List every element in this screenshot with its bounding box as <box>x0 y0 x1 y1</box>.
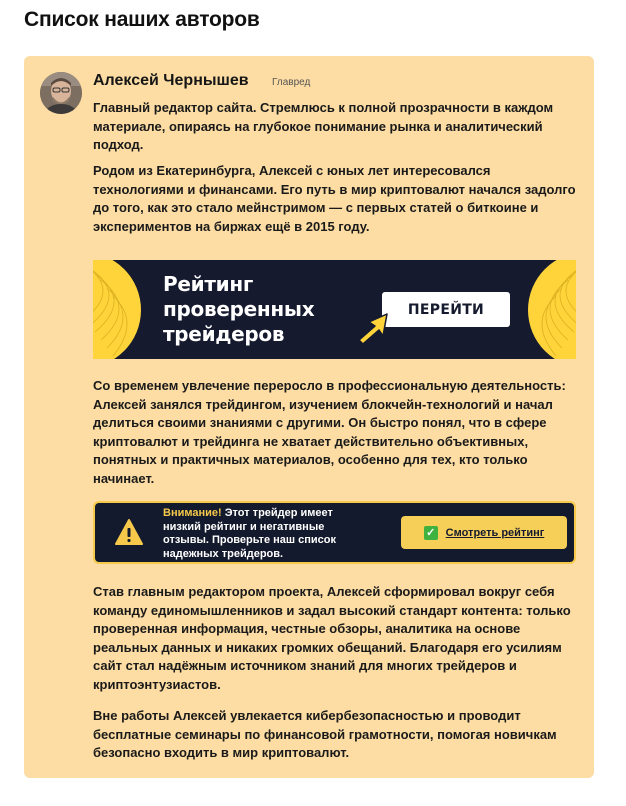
avatar-photo-icon <box>40 72 82 114</box>
bio-paragraph-5: Вне работы Алексей увлекается кибербезопасностью и проводит бесплатные семинары по финансовой грамотности, помогая новичкам безопасно входить в мир криптовалют. <box>93 708 557 760</box>
author-name: Алексей Чернышев <box>93 72 249 89</box>
author-role: Главред <box>272 77 311 88</box>
view-rating-label: Смотреть рейтинг <box>445 526 545 539</box>
check-mark-icon: ✓ <box>424 526 438 540</box>
author-card <box>24 56 594 778</box>
warning-triangle-icon <box>114 518 144 546</box>
bio-paragraph-2: Родом из Екатеринбурга, Алексей с юных лет интересовался технологиями и финансами. Его путь в мир криптовалют начался задолго до того, как это стало мейнстримом — с первых статей о биткоине и экспериментов на биржах ещё в 2015 году. <box>93 163 576 234</box>
banner-title: Рейтинг проверенных трейдеров <box>163 272 315 346</box>
bio-paragraph-4: Став главным редактором проекта, Алексей сформировал вокруг себя команду единомышленников и задал высокий стандарт контента: только проверенная информация, честные обзоры, аналитика на основе реальных данных и никаких громких обещаний. Благодаря его усилиям сайт стал надёжным источником знаний для многих трейдеров и криптоэнтузиастов. <box>93 584 571 692</box>
bio-paragraph-1: Главный редактор сайта. Стремлюсь к полной прозрачности в каждом материале, опираясь на глубокое понимание рынка и аналитический подход. <box>93 100 554 152</box>
bio-paragraph-3: Со временем увлечение переросло в профессиональную деятельность: Алексей занялся трейдингом, изучением блокчейн-технологий и начал делиться своими знаниями с другими. Он быстро понял, что в сфере криптовалют и трейдинга не хватает действительно объективных, понятных и практичных материалов, особенно для тех, кто только начинает. <box>93 378 566 486</box>
author-avatar <box>40 72 82 114</box>
page-title: Список наших авторов <box>24 8 260 31</box>
traders-rating-banner[interactable] <box>93 260 576 359</box>
warning-text <box>163 507 363 561</box>
banner-go-button[interactable]: ПЕРЕЙТИ <box>382 292 510 327</box>
warning-box <box>93 501 576 564</box>
pointer-arrow-icon <box>355 312 391 346</box>
view-rating-button[interactable] <box>401 516 567 549</box>
warning-label: Внимание! <box>163 507 222 519</box>
warning-message: Этот трейдер имеет низкий рейтинг и негативные отзывы. Проверьте наш список надежных трейдеров. <box>163 507 336 560</box>
